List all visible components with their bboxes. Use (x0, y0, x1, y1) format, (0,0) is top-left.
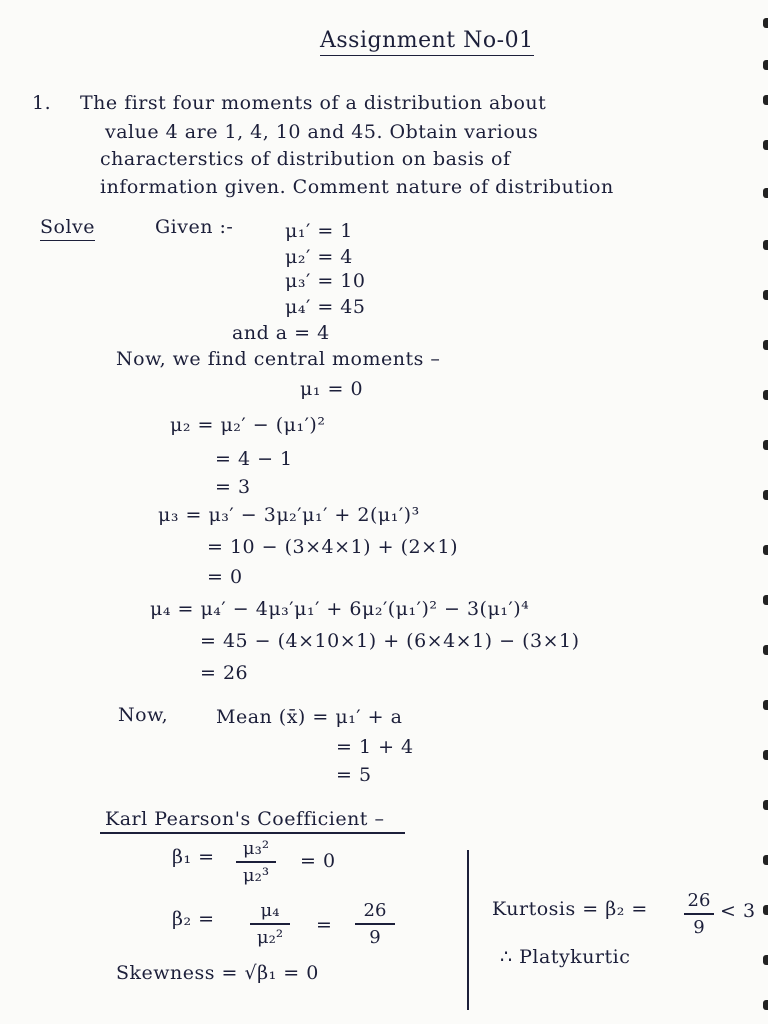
beta2-eq: = (316, 914, 333, 936)
mu4-line: μ₄ = μ₄′ − 4μ₃′μ₁′ + 6μ₂′(μ₁′)² − 3(μ₁′)⁴ (150, 598, 530, 620)
mu2-line: = 3 (215, 476, 251, 498)
kurtosis-fraction: 26 9 (684, 890, 714, 938)
given-moment: μ₂′ = 4 (285, 246, 353, 268)
beta2-value: 26 9 (355, 900, 395, 948)
question-number: 1. (32, 92, 52, 114)
kurtosis-conclusion: ∴ Platykurtic (500, 946, 631, 968)
question-line: characterstics of distribution on basis of (100, 148, 511, 170)
central-heading: Now, we find central moments – (116, 348, 441, 370)
mean-label: Now, (118, 704, 169, 726)
column-divider (467, 850, 469, 1010)
question-line: The first four moments of a distribution about (80, 92, 547, 114)
beta1-lhs: β₁ = (172, 846, 215, 868)
given-moment: μ₁′ = 1 (285, 220, 353, 242)
given-label: Given :- (155, 216, 234, 238)
kurtosis-compare: < 3 (720, 900, 756, 922)
beta2-fraction: μ₄ μ₂² (250, 900, 290, 948)
mu2-line: = 4 − 1 (215, 448, 293, 470)
question-line: information given. Comment nature of distribution (100, 176, 614, 198)
skewness-line: Skewness = √β₁ = 0 (116, 962, 319, 984)
mu4-line: = 45 − (4×10×1) + (6×4×1) − (3×1) (200, 630, 580, 652)
mean-line: = 1 + 4 (336, 736, 414, 758)
mean-line: Mean (x̄) = μ₁′ + a (216, 706, 403, 728)
given-moment: μ₄′ = 45 (285, 296, 366, 318)
mu2-line: μ₂ = μ₂′ − (μ₁′)² (170, 414, 326, 436)
given-moment: μ₃′ = 10 (285, 270, 366, 292)
mu3-line: = 0 (207, 566, 243, 588)
kurtosis-label: Kurtosis = β₂ = (492, 898, 648, 920)
question-line: value 4 are 1, 4, 10 and 45. Obtain various (105, 121, 539, 143)
beta1-result: = 0 (300, 850, 336, 872)
mu4-line: = 26 (200, 662, 249, 684)
karl-heading: Karl Pearson's Coefficient – (105, 808, 385, 830)
mu3-line: = 10 − (3×4×1) + (2×1) (207, 536, 458, 558)
karl-underline (100, 832, 405, 834)
beta1-fraction: μ₃² μ₂³ (236, 838, 276, 886)
given-a: and a = 4 (232, 322, 330, 344)
mean-line: = 5 (336, 764, 372, 786)
page-title: Assignment No-01 (320, 28, 534, 56)
beta2-lhs: β₂ = (172, 908, 215, 930)
mu1-line: μ₁ = 0 (300, 378, 364, 400)
mu3-line: μ₃ = μ₃′ − 3μ₂′μ₁′ + 2(μ₁′)³ (158, 504, 420, 526)
solve-label: Solve (40, 216, 95, 241)
binder-holes (762, 0, 768, 1024)
